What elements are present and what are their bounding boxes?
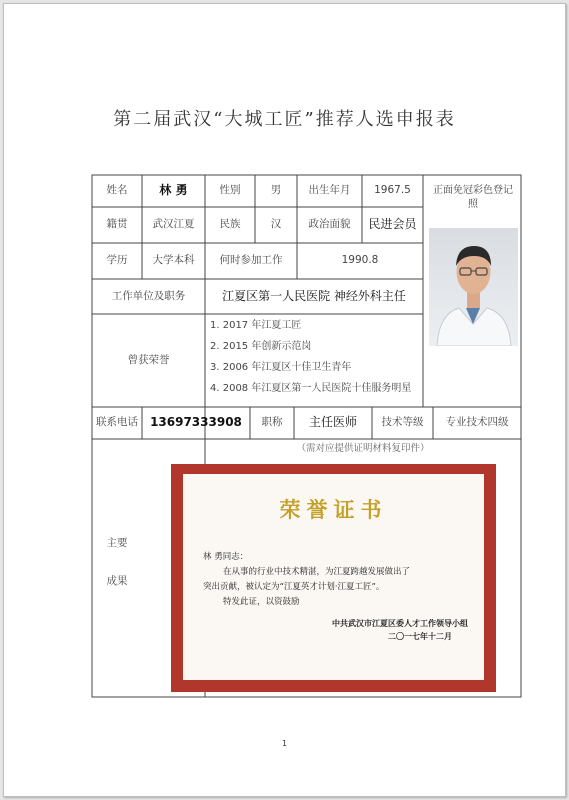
list-item: 1. 2017 年江夏工匠 — [210, 320, 302, 331]
certificate-date: 二〇一七年十二月 — [388, 632, 452, 641]
label-name: 姓名 — [106, 184, 128, 197]
label-achievements-1: 主要 — [106, 537, 128, 550]
label-tech-level: 技术等级 — [381, 416, 424, 429]
certificate-line-2: 突出贡献，被认定为“江夏英才计划·江夏工匠”。 — [203, 582, 385, 592]
value-title: 主任医师 — [308, 415, 357, 430]
label-photo: 正面免冠彩色登记照 — [433, 184, 513, 210]
certificate-issuer: 中共武汉市江夏区委人才工作领导小组 — [332, 619, 468, 628]
label-ethnicity: 民族 — [219, 218, 241, 231]
list-item: 2. 2015 年创新示范岗 — [210, 341, 312, 352]
value-origin: 武汉江夏 — [152, 218, 195, 231]
certificate-signature — [332, 617, 468, 643]
label-education: 学历 — [106, 254, 128, 267]
value-gender: 男 — [270, 184, 282, 197]
label-gender: 性别 — [219, 184, 241, 197]
label-political: 政治面貌 — [308, 218, 351, 231]
list-item: 4. 2008 年江夏区第一人民医院十佳服务明星 — [210, 383, 412, 394]
value-ethnicity: 汉 — [270, 218, 282, 231]
label-phone: 联系电话 — [96, 416, 138, 429]
value-unit-position: 江夏区第一人民医院 神经外科主任 — [222, 288, 406, 303]
value-political: 民进会员 — [368, 217, 417, 232]
portrait-figure — [429, 228, 518, 346]
label-work-start: 何时参加工作 — [219, 254, 283, 267]
label-honors: 曾获荣誉 — [127, 353, 170, 366]
value-work-start: 1990.8 — [341, 254, 379, 267]
page-number: 1 — [281, 739, 288, 748]
certificate-line-1: 在从事的行业中技术精湛，为江夏跨越发展做出了 — [223, 567, 411, 577]
page-title: 第二届武汉“大城工匠”推荐人选申报表 — [113, 109, 456, 130]
honors-list — [210, 315, 411, 399]
value-phone: 13697333908 — [150, 415, 242, 430]
value-tech-level: 专业技术四级 — [445, 416, 509, 429]
portrait-photo — [429, 228, 518, 346]
label-title: 职称 — [261, 416, 283, 429]
value-education: 大学本科 — [152, 254, 195, 267]
label-achievements-2: 成果 — [106, 575, 128, 588]
evidence-note: （需对应提供证明材料复印件） — [296, 443, 430, 455]
value-name: 林 勇 — [159, 183, 188, 198]
certificate-body — [203, 550, 410, 610]
certificate-sheet — [183, 474, 484, 680]
label-unit-position: 工作单位及职务 — [111, 289, 186, 302]
value-birth: 1967.5 — [374, 184, 411, 197]
list-item: 3. 2006 年江夏区十佳卫生青年 — [210, 362, 352, 373]
label-origin: 籍贯 — [106, 218, 128, 231]
label-birth: 出生年月 — [308, 184, 351, 197]
certificate-line-3: 特发此证，以资鼓励 — [223, 597, 300, 607]
certificate-heading: 荣誉证书 — [279, 497, 388, 522]
document-page — [3, 3, 566, 797]
certificate-image — [171, 464, 496, 692]
certificate-salutation: 林 勇同志： — [203, 552, 249, 562]
